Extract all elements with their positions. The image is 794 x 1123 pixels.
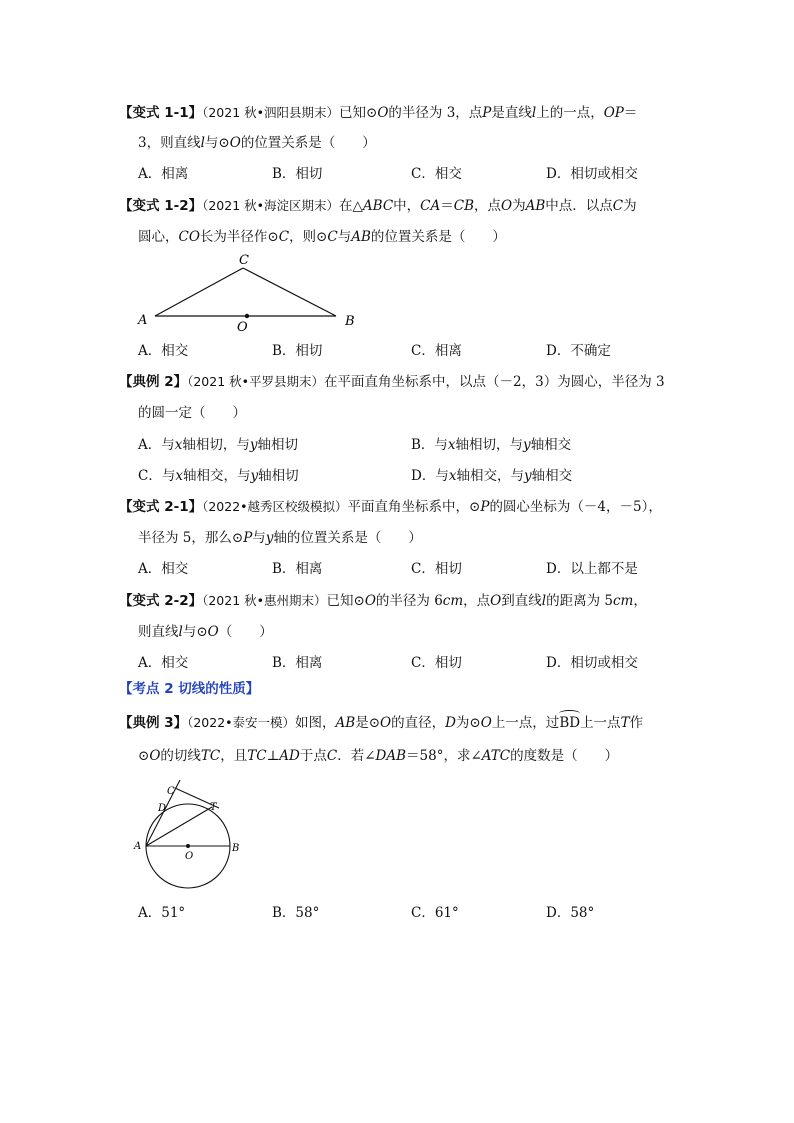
- var: O: [207, 624, 219, 640]
- q2-1-tag: 【变式 2-1】: [119, 499, 203, 515]
- q2-option-a[interactable]: [138, 435, 298, 455]
- q1-2-option-a[interactable]: A．相交: [138, 343, 189, 359]
- q2-2-source: （2021 秋•惠州期末）: [202, 593, 327, 608]
- var: C: [327, 229, 338, 245]
- text: 则直线: [138, 624, 179, 640]
- q1-2-line2: [138, 227, 506, 247]
- text: 轴相交，与: [182, 468, 251, 484]
- var: l: [541, 593, 547, 609]
- var: TC: [247, 748, 267, 764]
- q1-1-option-a[interactable]: A．相离: [138, 166, 189, 182]
- text: ＝: [623, 105, 638, 121]
- text: 已知⊙: [339, 105, 378, 121]
- point-o: [245, 314, 249, 318]
- q2-2-option-c[interactable]: C．相切: [411, 655, 462, 671]
- text: 的圆心坐标为（－4，－5），: [489, 499, 662, 515]
- q3-line2: [138, 746, 618, 766]
- text: 于点: [299, 748, 327, 764]
- q2-2-line2: [138, 622, 273, 642]
- text: 的直径，: [391, 715, 446, 731]
- q3-line1: [119, 713, 643, 733]
- text: 中，: [393, 198, 421, 214]
- text: 是直线: [491, 105, 532, 121]
- segment-ac: [155, 268, 243, 316]
- text: 圆心，: [138, 229, 179, 245]
- q2-line1: [119, 372, 665, 392]
- q1-1-line2: [138, 133, 376, 153]
- var: l: [531, 105, 537, 121]
- var: y: [523, 468, 532, 484]
- var: AB: [335, 715, 356, 731]
- segment-cb: [243, 268, 336, 316]
- arc-bd: BD: [559, 715, 581, 731]
- var: CB: [453, 198, 474, 214]
- var: D: [445, 715, 456, 731]
- text: ，: [633, 593, 647, 609]
- text: 轴相交: [530, 437, 572, 453]
- text: 上一点，过: [491, 715, 560, 731]
- text: 上一点: [580, 715, 621, 731]
- var: y: [249, 437, 258, 453]
- text: ，点: [463, 593, 491, 609]
- text: 与: [337, 229, 352, 245]
- text: 已知⊙: [326, 593, 365, 609]
- q2-1-source: （2022•越秀区校级模拟）: [202, 499, 348, 514]
- text: 上的一点，: [536, 105, 604, 121]
- var: x: [174, 437, 183, 453]
- section-heading: 【考点 2 切线的性质】: [119, 681, 260, 697]
- label-a: A: [134, 841, 142, 852]
- var: x: [448, 468, 457, 484]
- text: 3，则直线: [138, 135, 201, 151]
- q2-source: （2021 秋•平罗县期末）: [187, 374, 325, 389]
- text: 在平面直角坐标系中，以点（－2，3）为圆心，半径为 3: [324, 374, 665, 390]
- triangle-figure: [130, 248, 370, 338]
- q1-1-source: （2021 秋•泗阳县期末）: [202, 105, 340, 120]
- q2-2-option-d[interactable]: D．相切或相交: [546, 655, 638, 671]
- q3-source: （2022•泰安一模）: [187, 715, 296, 730]
- q2-option-d[interactable]: [411, 466, 572, 486]
- text: 轴相交: [531, 468, 573, 484]
- var: C: [612, 198, 624, 214]
- text: 平面直角坐标系中，⊙: [347, 499, 481, 515]
- circle-tangent-figure: [130, 776, 260, 896]
- var: O: [149, 748, 161, 764]
- var: y: [250, 468, 259, 484]
- text: 到直线: [501, 593, 542, 609]
- q3-option-a[interactable]: A．51°: [138, 905, 186, 921]
- q3-tag: 【典例 3】: [119, 715, 188, 731]
- q2-2-option-a[interactable]: A．相交: [138, 655, 189, 671]
- text: 的半径为 3，点: [388, 105, 483, 121]
- var: ATC: [481, 748, 511, 764]
- q2-1-option-c[interactable]: C．相切: [411, 561, 462, 577]
- label-d: D: [158, 803, 167, 814]
- text: 的半径为 6: [375, 593, 443, 609]
- var: T: [620, 715, 630, 731]
- var: O: [229, 135, 241, 151]
- var: P: [482, 105, 492, 121]
- var: CO: [178, 229, 200, 245]
- q2-line2: 的圆一定（ ）: [138, 405, 246, 421]
- label-b: B: [232, 843, 240, 854]
- q1-1-option-b[interactable]: B．相切: [272, 166, 323, 182]
- var: y: [523, 437, 531, 453]
- text: 与⊙: [182, 624, 208, 640]
- var: P: [480, 499, 490, 515]
- text: B．与: [411, 437, 448, 453]
- text: 与⊙: [204, 135, 230, 151]
- text: C．与: [138, 468, 176, 484]
- q2-1-option-b[interactable]: B．相离: [272, 561, 323, 577]
- label-b: B: [345, 314, 355, 329]
- text: 轴相切: [257, 437, 299, 453]
- label-o: O: [185, 851, 194, 862]
- text: 的度数是（ ）: [510, 748, 619, 764]
- var: ABC: [362, 198, 394, 214]
- var: O: [480, 715, 492, 731]
- text: 作: [629, 715, 644, 731]
- var: AB: [351, 229, 371, 245]
- text: ．若∠: [337, 748, 376, 764]
- text: ，且: [220, 748, 248, 764]
- var: CA: [420, 198, 441, 214]
- text: ⊙: [138, 748, 150, 764]
- q1-2-line1: [119, 196, 637, 216]
- text: 是⊙: [355, 715, 381, 731]
- q1-2-option-d[interactable]: D．不确定: [546, 343, 611, 359]
- unit: cm: [612, 593, 634, 609]
- var: O: [364, 593, 376, 609]
- q1-2-source: （2021 秋•海淀区期末）: [202, 198, 340, 213]
- text: D．与: [411, 468, 449, 484]
- q2-2-option-b[interactable]: B．相离: [272, 655, 323, 671]
- var: AB: [525, 198, 546, 214]
- var: x: [447, 437, 456, 453]
- q1-1-option-c[interactable]: C．相交: [411, 166, 462, 182]
- text: （ ）: [218, 624, 273, 640]
- var: y: [265, 530, 274, 546]
- var: O: [380, 715, 392, 731]
- q2-tag: 【典例 2】: [119, 374, 188, 390]
- text: ⊥: [266, 748, 280, 764]
- label-o: O: [237, 320, 248, 335]
- q2-1-line1: [119, 497, 662, 517]
- q1-2-option-b[interactable]: B．相切: [272, 343, 323, 359]
- q3-option-d[interactable]: D．58°: [546, 905, 595, 921]
- text: 为: [623, 198, 637, 214]
- label-t: T: [210, 802, 217, 813]
- text: 如图，: [295, 715, 336, 731]
- label-c: C: [167, 786, 175, 797]
- q2-option-b[interactable]: [411, 435, 571, 455]
- text: 的位置关系是（ ）: [370, 229, 506, 245]
- text: 与: [252, 530, 266, 546]
- q2-1-line2: [138, 528, 422, 548]
- var: C: [326, 748, 338, 764]
- label-c: C: [239, 253, 249, 268]
- text: 轴相切: [258, 468, 299, 484]
- var: P: [243, 530, 253, 546]
- q3-option-c[interactable]: C．61°: [411, 905, 459, 921]
- text: 轴相切，与: [182, 437, 250, 453]
- unit: cm: [442, 593, 464, 609]
- q1-2-option-c[interactable]: C．相离: [411, 343, 462, 359]
- text: 长为半径作⊙: [199, 229, 279, 245]
- text: 轴的位置关系是（ ）: [273, 530, 422, 546]
- text: 的切线: [160, 748, 201, 764]
- q2-2-tag: 【变式 2-2】: [119, 593, 203, 609]
- q2-option-c[interactable]: [138, 466, 299, 486]
- q1-1-tag: 【变式 1-1】: [119, 105, 203, 121]
- text: 半径为 5，那么⊙: [138, 530, 244, 546]
- text: 的位置关系是（ ）: [240, 135, 376, 151]
- var: l: [200, 135, 205, 151]
- point-o: [186, 844, 190, 848]
- text: 中点．以点: [545, 198, 613, 214]
- text: 的距离为 5: [546, 593, 613, 609]
- q2-1-option-a[interactable]: A．相交: [138, 561, 189, 577]
- text: ，则⊙: [289, 229, 328, 245]
- text: 为⊙: [455, 715, 481, 731]
- q2-2-line1: [119, 591, 647, 611]
- text: 轴相交，与: [456, 468, 524, 484]
- var: O: [501, 198, 513, 214]
- var: C: [278, 229, 290, 245]
- q3-option-b[interactable]: B．58°: [272, 905, 320, 921]
- q1-2-tag: 【变式 1-2】: [119, 198, 203, 214]
- text: 为: [512, 198, 526, 214]
- var: TC: [200, 748, 221, 764]
- q2-1-option-d[interactable]: D．以上都不是: [546, 561, 638, 577]
- var: AD: [279, 748, 300, 764]
- text: ，点: [474, 198, 501, 214]
- var: l: [178, 624, 183, 640]
- text: A．与: [138, 437, 175, 453]
- text: 在△: [339, 198, 363, 214]
- var: DAB: [375, 748, 407, 764]
- text: ＝: [440, 198, 454, 214]
- text: 轴相切，与: [455, 437, 524, 453]
- q1-1-option-d[interactable]: D．相切或相交: [546, 166, 638, 182]
- text: ＝58°，求∠: [406, 748, 482, 764]
- var: x: [175, 468, 183, 484]
- var: OP: [603, 105, 624, 121]
- var: O: [377, 105, 389, 121]
- q1-1-line1: [119, 103, 637, 123]
- label-a: A: [138, 313, 148, 328]
- var: O: [490, 593, 502, 609]
